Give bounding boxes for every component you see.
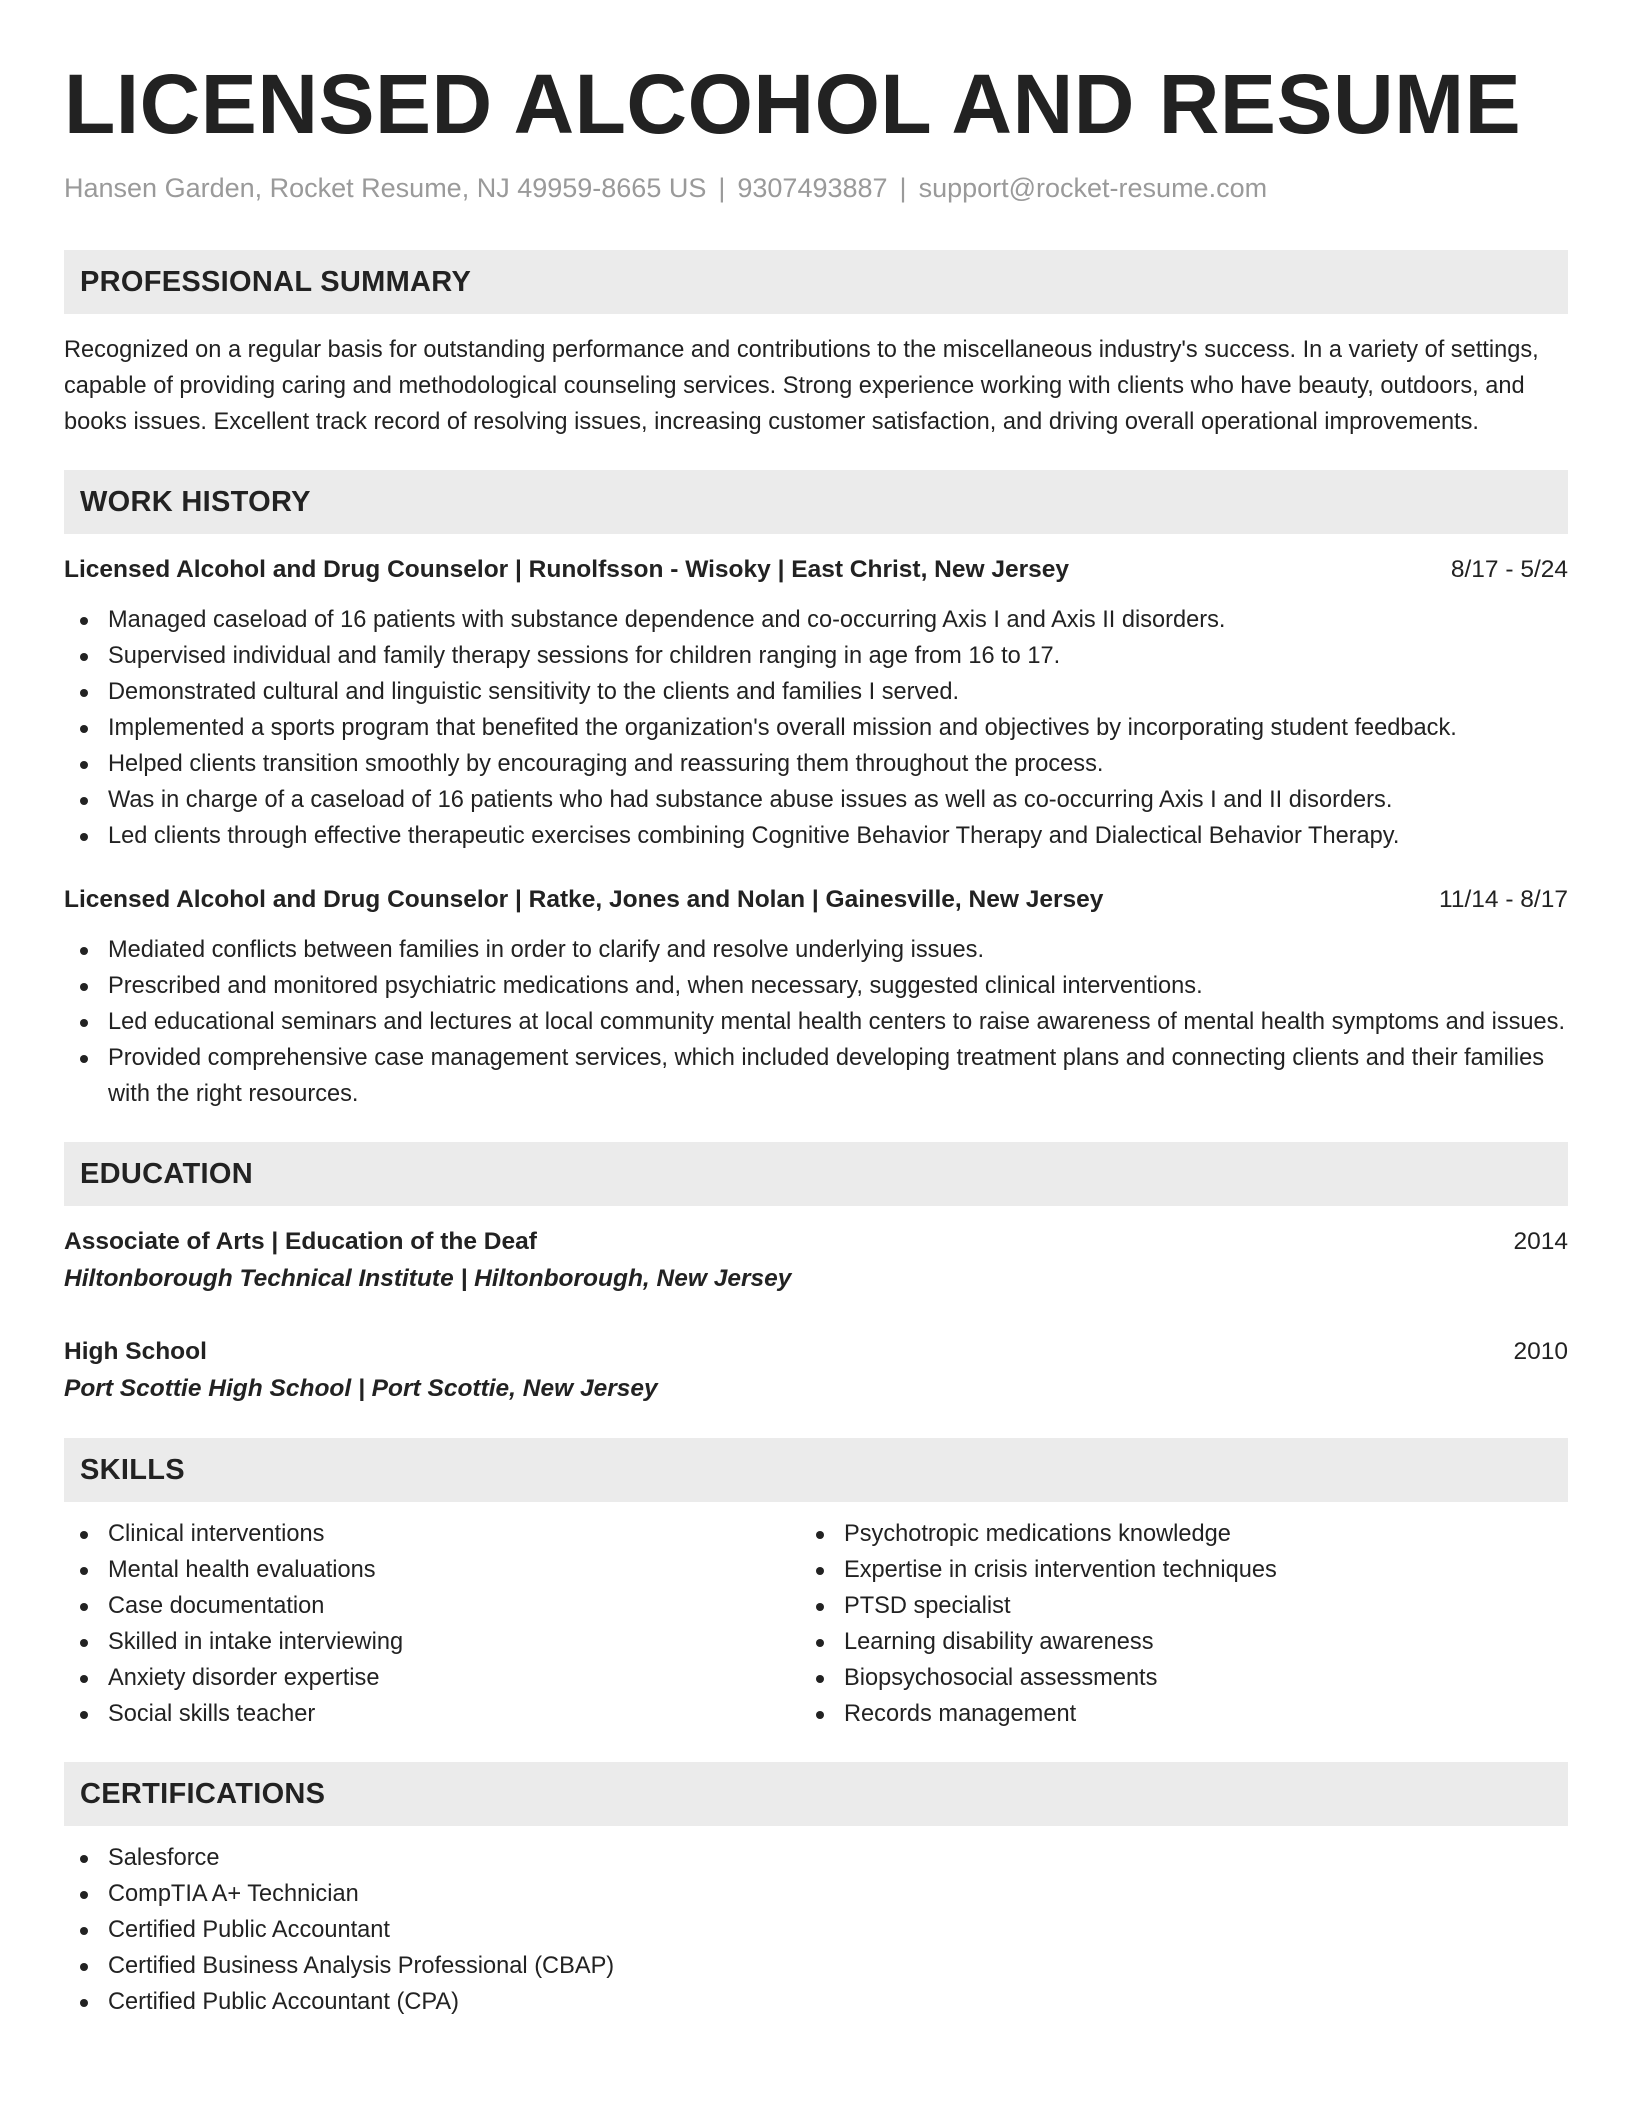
certification-item: Salesforce [64, 1840, 1568, 1876]
job-header [64, 882, 1568, 918]
education-header [64, 1224, 1568, 1260]
job-bullet: Managed caseload of 16 patients with substance dependence and co-occurring Axis I and Axis II disorders. [64, 602, 1568, 638]
education-section [64, 1142, 1568, 1408]
job-bullet: Prescribed and monitored psychiatric medications and, when necessary, suggested clinical interventions. [64, 968, 1568, 1004]
certification-item: Certified Public Accountant (CPA) [64, 1984, 1568, 2020]
certifications-heading: CERTIFICATIONS [64, 1762, 1568, 1826]
contact-separator: | [899, 173, 907, 203]
contact-email: support@rocket-resume.com [918, 173, 1268, 203]
education-year: 2014 [1513, 1228, 1568, 1255]
education-degree: High School [64, 1338, 207, 1365]
skill-item: Psychotropic medications knowledge [800, 1516, 1536, 1552]
work-history-heading: WORK HISTORY [64, 470, 1568, 534]
job-bullet: Helped clients transition smoothly by encouraging and reassuring them throughout the process. [64, 746, 1568, 782]
skills-right-column [800, 1516, 1536, 1732]
education-degree: Associate of Arts | Education of the Deaf [64, 1228, 537, 1255]
skill-item: Case documentation [64, 1588, 800, 1624]
job-title: Licensed Alcohol and Drug Counselor | Ratke, Jones and Nolan | Gainesville, New Jersey [64, 886, 1104, 913]
job-bullet: Implemented a sports program that benefited the organization's overall mission and objectives by incorporating student feedback. [64, 710, 1568, 746]
skills-grid [64, 1516, 1568, 1732]
contact-phone: 9307493887 [737, 173, 888, 203]
candidate-name: LICENSED ALCOHOL AND RESUME [64, 57, 1522, 151]
job-entry [64, 552, 1568, 854]
job-dates: 8/17 - 5/24 [1450, 556, 1568, 583]
job-bullet: Supervised individual and family therapy sessions for children ranging in age from 16 to 17. [64, 638, 1568, 674]
resume-page [64, 48, 1568, 2020]
job-header [64, 552, 1568, 588]
skill-item: Learning disability awareness [800, 1624, 1536, 1660]
skill-item: Clinical interventions [64, 1516, 800, 1552]
certification-item: Certified Business Analysis Professional (CBAP) [64, 1948, 1568, 1984]
education-heading: EDUCATION [64, 1142, 1568, 1206]
job-bullet: Led educational seminars and lectures at local community mental health centers to raise awareness of mental health symptoms and issues. [64, 1004, 1568, 1040]
certification-item: CompTIA A+ Technician [64, 1876, 1568, 1912]
skill-item: Social skills teacher [64, 1696, 800, 1732]
work-history-section [64, 470, 1568, 1112]
education-entry [64, 1224, 1568, 1298]
education-year: 2010 [1513, 1338, 1568, 1365]
job-bullets [64, 932, 1568, 1112]
certifications-list [64, 1840, 1568, 2020]
job-bullet: Was in charge of a caseload of 16 patients who had substance abuse issues as well as co-occurring Axis I and II disorders. [64, 782, 1568, 818]
summary-section [64, 250, 1568, 440]
contact-line [64, 168, 1568, 208]
summary-heading: PROFESSIONAL SUMMARY [64, 250, 1568, 314]
skill-item: Biopsychosocial assessments [800, 1660, 1536, 1696]
job-bullet: Mediated conflicts between families in order to clarify and resolve underlying issues. [64, 932, 1568, 968]
education-school: Hiltonborough Technical Institute | Hiltonborough, New Jersey [64, 1265, 792, 1292]
contact-address: Hansen Garden, Rocket Resume, NJ 49959-8665 US [64, 173, 707, 203]
job-title: Licensed Alcohol and Drug Counselor | Runolfsson - Wisoky | East Christ, New Jersey [64, 556, 1070, 583]
skills-heading: SKILLS [64, 1438, 1568, 1502]
summary-text: Recognized on a regular basis for outstanding performance and contributions to the miscellaneous industry's success. In a variety of settings, capable of providing caring and methodological counseling services. Strong experience working with clients who have beauty, outdoors, and books issues. Excellent track record of resolving issues, increasing customer satisfaction, and driving overall operational improvements. [64, 337, 1539, 435]
job-bullet: Led clients through effective therapeutic exercises combining Cognitive Behavior Therapy and Dialectical Behavior Therapy. [64, 818, 1568, 854]
skills-left-column [64, 1516, 800, 1732]
certifications-section [64, 1762, 1568, 2020]
contact-separator: | [718, 173, 726, 203]
job-bullets [64, 602, 1568, 854]
skills-section [64, 1438, 1568, 1732]
education-school: Port Scottie High School | Port Scottie, New Jersey [64, 1375, 658, 1402]
job-bullet: Demonstrated cultural and linguistic sensitivity to the clients and families I served. [64, 674, 1568, 710]
education-header [64, 1334, 1568, 1370]
skill-item: Mental health evaluations [64, 1552, 800, 1588]
skill-item: PTSD specialist [800, 1588, 1536, 1624]
certification-item: Certified Public Accountant [64, 1912, 1568, 1948]
education-entry [64, 1334, 1568, 1408]
job-entry [64, 882, 1568, 1112]
skill-item: Records management [800, 1696, 1536, 1732]
skill-item: Anxiety disorder expertise [64, 1660, 800, 1696]
skill-item: Expertise in crisis intervention techniques [800, 1552, 1536, 1588]
job-bullet: Provided comprehensive case management services, which included developing treatment plans and connecting clients and their families with the right resources. [64, 1040, 1568, 1112]
skill-item: Skilled in intake interviewing [64, 1624, 800, 1660]
job-dates: 11/14 - 8/17 [1439, 886, 1568, 913]
